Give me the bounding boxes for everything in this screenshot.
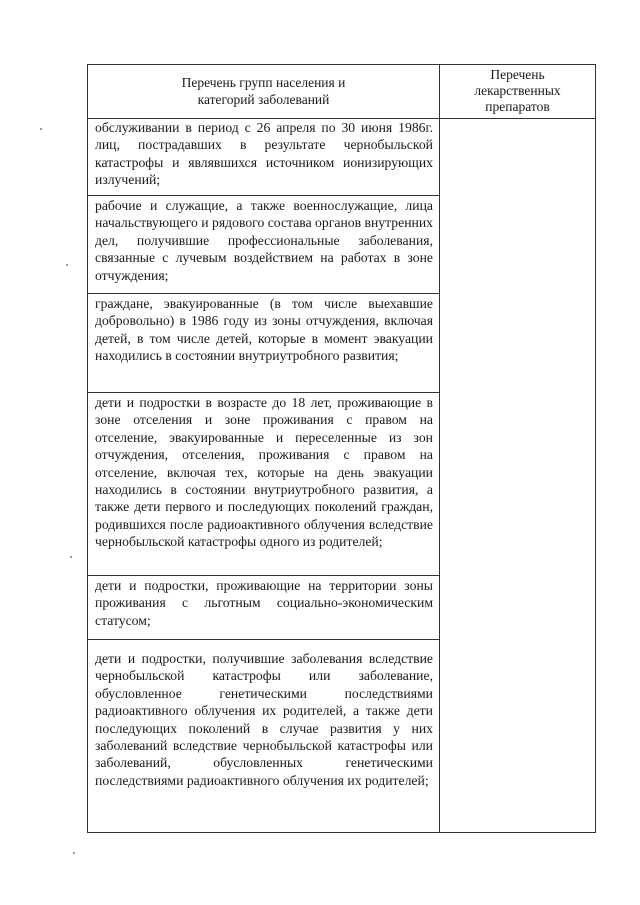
table-row: дети и подростки, проживающие на территории зоны проживания с льготным социально-экономическим статусом;: [88, 576, 439, 640]
table-row: рабочие и служащие, а также военнослужащие, лица начальствующего и рядового состава органов внутренних дел, получившие профессиональные заболевания, связанные с лучевым воздействием на работах в зоне отчуждения;: [88, 196, 439, 294]
scan-speck: [40, 128, 42, 130]
header-right-line: Перечень: [490, 67, 545, 82]
scan-speck: [70, 556, 72, 558]
scan-speck: [73, 852, 75, 854]
column-divider: [439, 65, 440, 832]
table-header: [88, 65, 595, 119]
header-right-line: лекарственных: [474, 83, 561, 98]
table-row: дети и подростки, получившие заболевания вследствие чернобыльской катастрофы или заболевание, обусловленное генетическими последствиями радиоактивного облучения их родителей, а также дети последующих поколений в случае развития у них заболеваний вследствие чернобыльской катастрофы или заболеваний, обусловленных генетическими последствиями радиоактивного облучения их родителей;: [95, 651, 433, 788]
header-left-line: категорий заболеваний: [197, 92, 330, 107]
table-row: обслуживании в период с 26 апреля по 30 июня 1986г. лиц, пострадавших в результате чернобыльской катастрофы и являвшихся источником ионизирующих излучений;: [88, 118, 439, 196]
header-population-groups: [88, 74, 439, 108]
scan-speck: [66, 264, 68, 266]
table-row: дети и подростки в возрасте до 18 лет, проживающие в зоне отселения и зоне проживания с правом на отселение, эвакуированные и переселенные из зон отчуждения, отселения, проживания с правом на отселение, включая тех, которые на день эвакуации находились в состоянии внутриутробного развития, а также дети первого и последующих поколений граждан, родившихся после радиоактивного облучения вследствие чернобыльской катастрофы одного из родителей;: [88, 393, 439, 576]
drug-list-table: [87, 64, 596, 833]
header-drug-list: [440, 67, 595, 115]
header-left-line: Перечень групп населения и: [181, 75, 346, 90]
table-row: граждане, эвакуированные (в том числе выехавшие добровольно) в 1986 году из зоны отчуждения, включая детей, в том числе детей, которые в момент эвакуации находились в состоянии внутриутробного развития;: [88, 294, 439, 393]
header-right-line: препаратов: [485, 99, 550, 114]
